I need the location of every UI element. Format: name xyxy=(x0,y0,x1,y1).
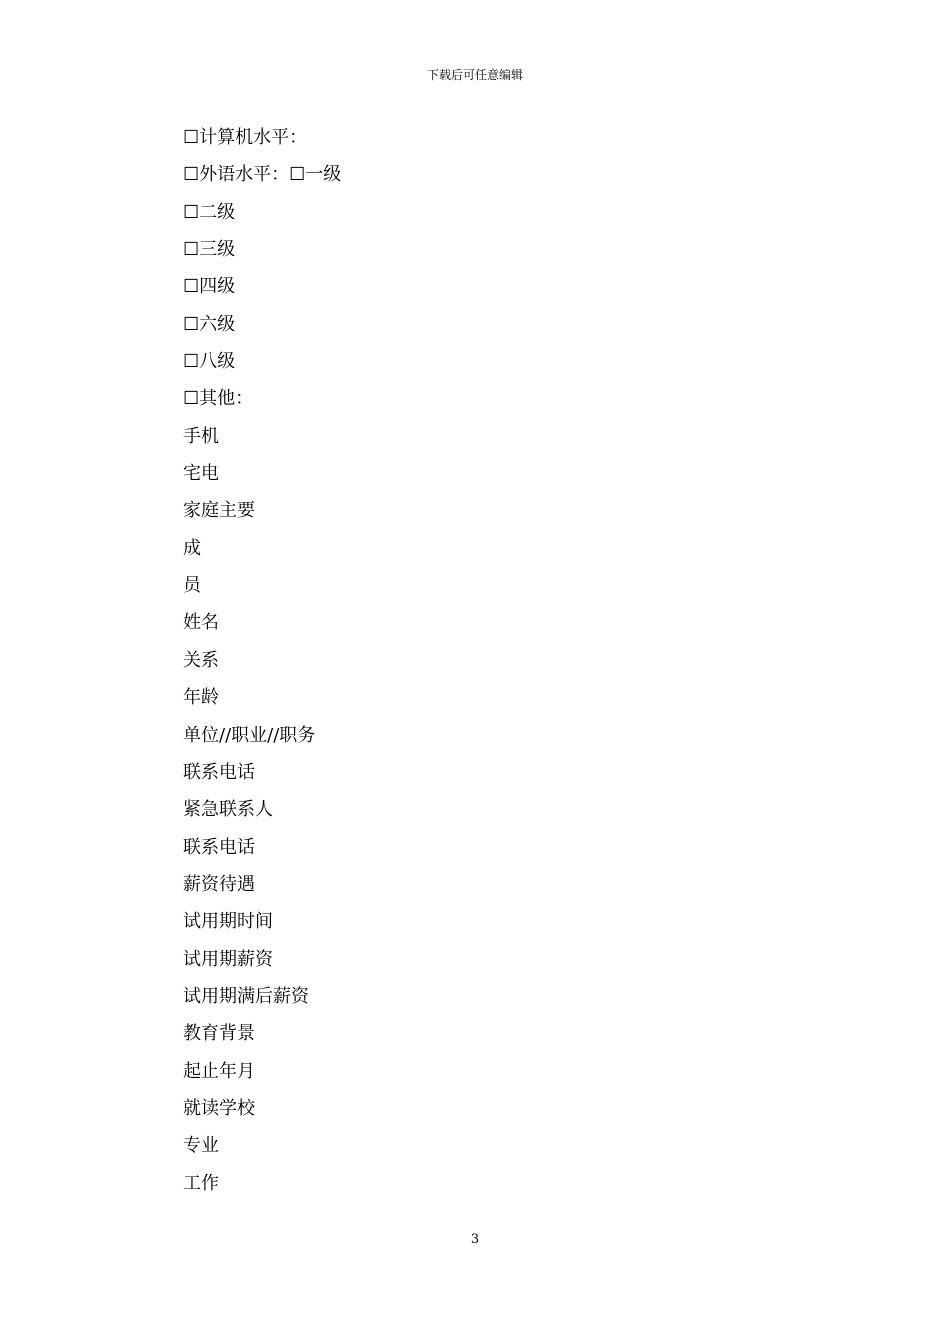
line-name: 姓名 xyxy=(183,612,219,634)
line-level-8: ☐八级 xyxy=(183,351,236,373)
line-education-background: 教育背景 xyxy=(183,1023,255,1045)
page-number: 3 xyxy=(470,1232,480,1247)
page-header: 下载后可任意编辑 xyxy=(426,68,523,82)
line-level-6: ☐六级 xyxy=(183,313,236,335)
line-level-2: ☐二级 xyxy=(183,201,236,223)
line-member-2: 员 xyxy=(183,575,201,597)
line-major: 专业 xyxy=(183,1135,219,1157)
line-probation-period: 试用期时间 xyxy=(183,911,273,933)
line-level-3: ☐三级 xyxy=(183,239,236,261)
line-start-end-date: 起止年月 xyxy=(183,1060,255,1082)
line-post-probation-salary: 试用期满后薪资 xyxy=(183,985,309,1007)
line-relation: 关系 xyxy=(183,649,219,671)
line-home-phone: 宅电 xyxy=(183,463,219,485)
line-probation-salary: 试用期薪资 xyxy=(183,948,273,970)
line-salary: 薪资待遇 xyxy=(183,873,255,895)
line-computer-level: ☐计算机水平： xyxy=(183,127,308,148)
line-school: 就读学校 xyxy=(183,1097,255,1119)
line-contact-phone: 联系电话 xyxy=(183,761,255,783)
line-work: 工作 xyxy=(183,1172,219,1194)
line-employer-occupation: 单位//职业//职务 xyxy=(183,724,316,746)
line-other: ☐其他： xyxy=(183,388,254,410)
line-member-1: 成 xyxy=(183,537,201,559)
line-age: 年龄 xyxy=(183,687,219,709)
line-mobile: 手机 xyxy=(183,425,219,447)
line-emergency-contact: 紧急联系人 xyxy=(183,799,273,821)
line-contact-phone-2: 联系电话 xyxy=(183,836,255,858)
document-body xyxy=(183,119,783,1202)
line-language-level: ☐外语水平：☐一级 xyxy=(183,164,342,186)
line-family-main: 家庭主要 xyxy=(183,500,255,522)
line-level-4: ☐四级 xyxy=(183,276,236,298)
